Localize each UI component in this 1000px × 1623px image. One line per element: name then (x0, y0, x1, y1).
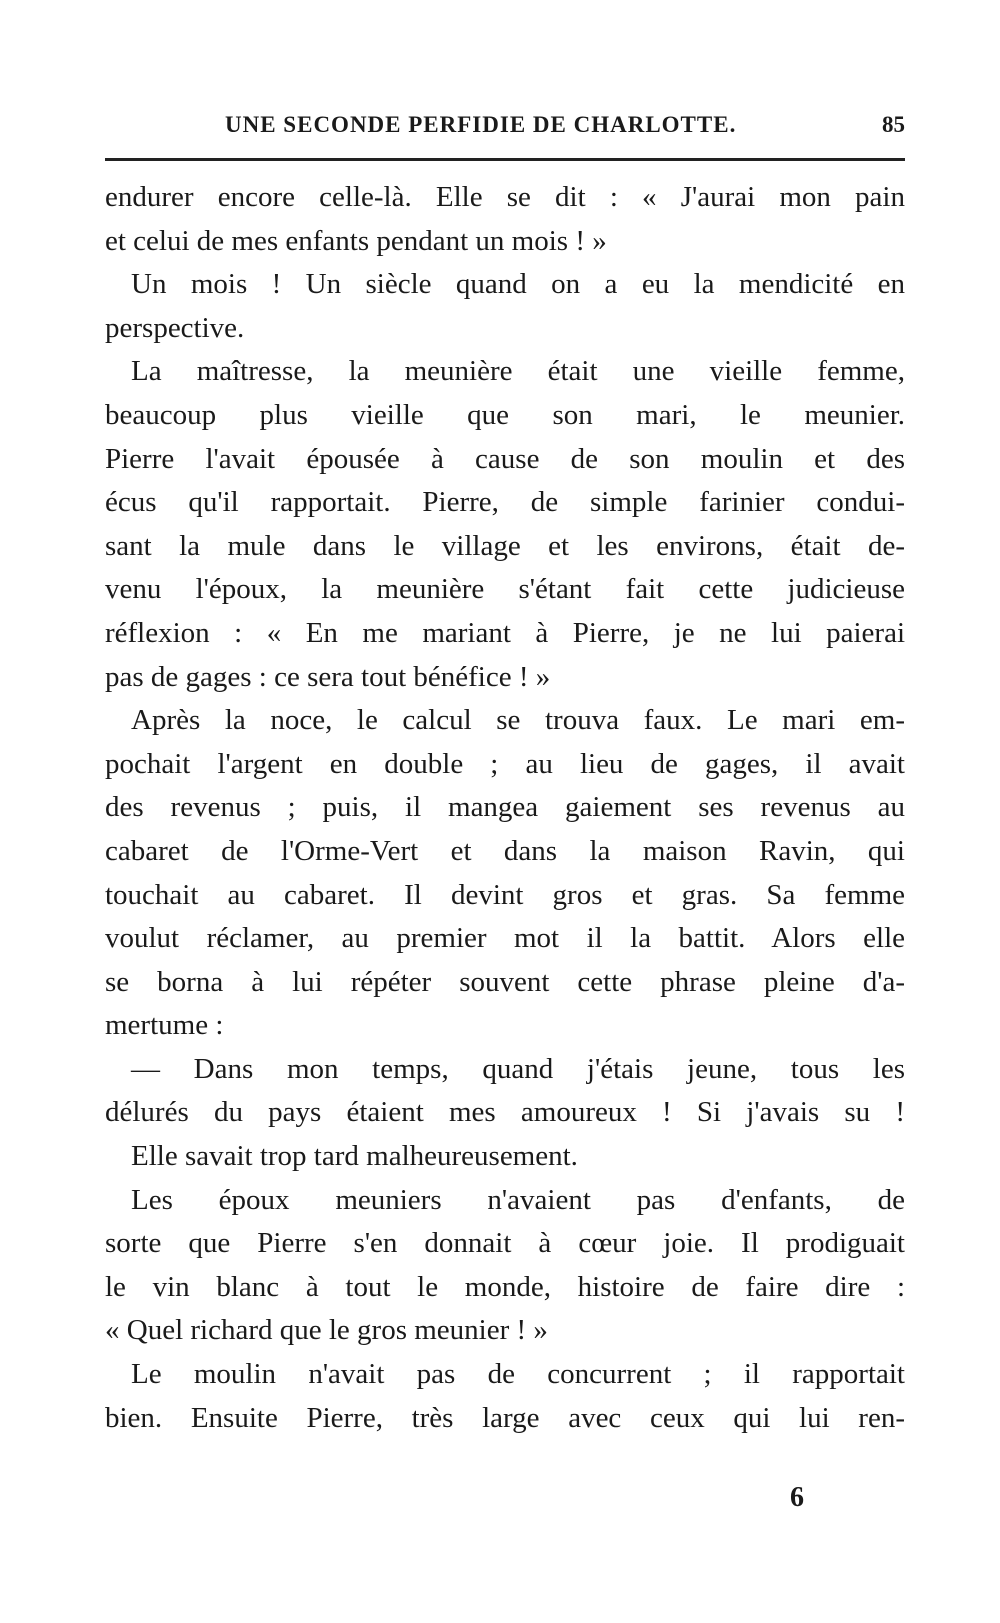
text-line: beaucoup plus vieille que son mari, le meunier. (105, 398, 905, 431)
header-rule (105, 158, 905, 161)
page-header (105, 112, 905, 142)
text-line: Pierre l'avait épousée à cause de son moulin et des (105, 442, 905, 475)
text-line: et celui de mes enfants pendant un mois ! » (105, 224, 607, 257)
text-line: bien. Ensuite Pierre, très large avec ceux qui lui ren- (105, 1401, 905, 1434)
text-line: se borna à lui répéter souvent cette phrase pleine d'a- (105, 965, 905, 998)
page-number: 85 (882, 112, 905, 137)
text-line: venu l'époux, la meunière s'étant fait cette judicieuse (105, 573, 905, 606)
text-line: Un mois ! Un siècle quand on a eu la mendicité en (131, 268, 905, 301)
text-line: « Quel richard que le gros meunier ! » (105, 1314, 548, 1347)
text-line: pochait l'argent en double ; au lieu de gages, il avait (105, 747, 905, 780)
text-line: voulut réclamer, au premier mot il la battit. Alors elle (105, 922, 905, 955)
text-line: des revenus ; puis, il mangea gaiement ses revenus au (105, 791, 905, 824)
text-line: La maîtresse, la meunière était une vieille femme, (131, 355, 905, 388)
text-line: Les époux meuniers n'avaient pas d'enfants, de (131, 1183, 905, 1216)
text-line: réflexion : « En me mariant à Pierre, je ne lui paierai (105, 616, 905, 649)
signature-mark: 6 (790, 1482, 804, 1513)
text-line: endurer encore celle-là. Elle se dit : « J'aurai mon pain (105, 181, 905, 213)
text-line: Le moulin n'avait pas de concurrent ; il rapportait (131, 1358, 905, 1391)
text-line: touchait au cabaret. Il devint gros et gras. Sa femme (105, 878, 905, 911)
text-line: perspective. (105, 311, 245, 344)
text-line: délurés du pays étaient mes amoureux ! Si j'avais su ! (105, 1096, 905, 1129)
text-line: écus qu'il rapportait. Pierre, de simple farinier condui- (105, 486, 905, 519)
body-text (105, 176, 905, 1440)
text-line: sant la mule dans le village et les environs, était de- (105, 529, 905, 562)
text-line: — Dans mon temps, quand j'étais jeune, tous les (131, 1052, 905, 1085)
running-head: UNE SECONDE PERFIDIE DE CHARLOTTE. (225, 112, 737, 137)
text-line: le vin blanc à tout le monde, histoire de faire dire : (105, 1270, 905, 1303)
text-line: cabaret de l'Orme-Vert et dans la maison Ravin, qui (105, 834, 905, 867)
text-line: Elle savait trop tard malheureusement. (131, 1140, 578, 1173)
text-line: sorte que Pierre s'en donnait à cœur joie. Il prodiguait (105, 1227, 905, 1260)
text-line: Après la noce, le calcul se trouva faux. Le mari em- (131, 704, 905, 737)
text-line: pas de gages : ce sera tout bénéfice ! » (105, 660, 551, 693)
text-line: mertume : (105, 1009, 224, 1042)
